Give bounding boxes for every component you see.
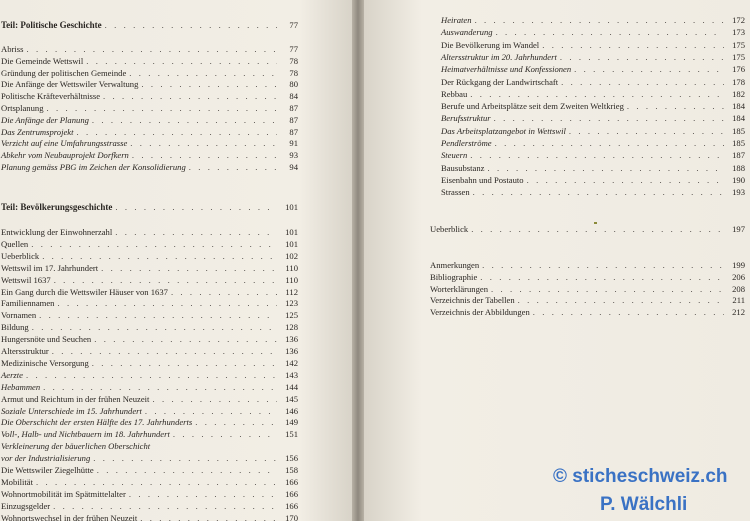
toc-entry-title: Heimatverhältnisse und Konfessionen <box>441 64 572 75</box>
dot-leader <box>42 250 277 262</box>
toc-entry-page: 176 <box>732 64 745 75</box>
toc-entry <box>1 137 298 149</box>
toc-entry <box>441 26 745 38</box>
toc-entry-title: Politische Kräfteverhältnisse <box>1 91 101 102</box>
toc-entry-title: Das Zentrumsprojekt <box>1 126 74 137</box>
toc-entry-title: Verzeichnis der Tabellen <box>430 295 515 306</box>
dot-leader <box>542 39 724 51</box>
toc-entry-title: Wohnortmobilität im Spätmittelalter <box>1 488 126 499</box>
dot-leader <box>94 333 277 345</box>
toc-entry <box>1 333 298 345</box>
toc-entry-title: Wohnortswechsel in der frühen Neuzeit <box>1 512 138 521</box>
dot-leader <box>561 76 724 88</box>
toc-entry-page: 123 <box>285 298 298 309</box>
dot-leader <box>115 226 277 238</box>
toc-entry-title: Altersstruktur <box>1 346 49 356</box>
toc-entry-title: Die Anfänge der Planung <box>1 114 89 125</box>
toc-entry-title: Aerzte <box>1 369 23 380</box>
toc-entry-title: Pendlerströme <box>441 138 492 148</box>
toc-entry-page: 87 <box>289 114 298 125</box>
dot-leader <box>97 464 277 476</box>
toc-entry-title: Planung gemäss PBG im Zeichen der Konsolidierung <box>1 162 186 172</box>
toc-entry <box>1 321 298 333</box>
toc-entry-page: 101 <box>285 238 298 249</box>
toc-entry-title: Die Wettswiler Ziegelhütte <box>1 465 94 475</box>
toc-entry-page: 145 <box>285 393 298 404</box>
toc-entry <box>1 476 298 488</box>
toc-entry-page: 80 <box>289 79 298 90</box>
toc-entry <box>1 416 298 428</box>
toc-entry-page: 212 <box>732 307 745 318</box>
toc-entry-title: Berufe und Arbeitsplätze seit dem Zweiten Weltkrieg <box>441 101 624 112</box>
book-gutter <box>352 0 364 521</box>
toc-entry <box>441 162 745 174</box>
toc-entry-page: 110 <box>285 274 298 285</box>
dot-leader <box>171 286 277 298</box>
toc-appendix-entry <box>430 271 745 283</box>
dot-leader <box>487 162 724 174</box>
toc-entry-page: 193 <box>732 187 745 198</box>
toc-entry-title: Ueberblick <box>430 224 469 234</box>
toc-entry-page: 166 <box>285 476 298 487</box>
toc-entry-page: 142 <box>285 357 298 368</box>
toc-entry-page: 185 <box>732 138 745 148</box>
toc-entry <box>441 76 745 88</box>
toc-entry-title: Eisenbahn und Postauto <box>441 174 524 185</box>
dot-leader <box>189 161 277 173</box>
section-heading <box>1 201 298 213</box>
toc-entry <box>441 112 745 124</box>
toc-entry-title: Bildung <box>1 322 29 333</box>
dot-leader <box>105 19 277 31</box>
toc-entry-page: 166 <box>285 488 298 499</box>
toc-entry <box>1 149 298 161</box>
toc-entry-title: Hebammen <box>1 381 41 392</box>
toc-entry <box>1 488 298 500</box>
dot-leader <box>518 294 724 306</box>
toc-entry <box>441 63 745 75</box>
toc-entry <box>1 114 298 126</box>
dot-leader <box>77 126 278 138</box>
toc-entry-title: Strassen <box>441 187 470 198</box>
toc-entry-page: 175 <box>732 51 745 62</box>
toc-entry <box>1 440 298 452</box>
dot-leader <box>32 321 277 333</box>
toc-entry-title: Worterklärungen <box>430 283 489 294</box>
toc-entry-title: Bibliographie <box>430 271 478 282</box>
toc-entry-page: 188 <box>732 162 745 173</box>
dot-leader <box>491 283 724 295</box>
dot-leader <box>53 500 277 512</box>
toc-entry-page: 187 <box>732 150 745 161</box>
watermark-copyright: © sticheschweiz.ch <box>553 466 728 487</box>
left-page <box>0 0 352 521</box>
toc-entry <box>1 309 298 321</box>
dot-leader <box>86 55 277 67</box>
toc-entry-page: 125 <box>285 310 298 321</box>
section-heading-title: Teil: Bevölkerungsgeschichte <box>1 202 113 212</box>
dot-leader <box>36 476 277 488</box>
toc-entry <box>1 274 298 286</box>
toc-entry-title: Hungersnöte und Seuchen <box>1 334 92 345</box>
toc-entry <box>1 226 298 238</box>
toc-entry-page: 175 <box>732 39 745 50</box>
toc-entry <box>1 357 298 369</box>
toc-entry <box>1 67 298 79</box>
dot-leader <box>115 201 277 213</box>
toc-entry-page: 144 <box>285 381 298 392</box>
toc-entry <box>1 161 298 173</box>
toc-entry-title: Einzugsgelder <box>1 500 51 511</box>
toc-entry-page: 184 <box>732 113 745 124</box>
toc-entry-title: Bausubstanz <box>441 162 485 173</box>
toc-entry-page: 136 <box>285 334 298 345</box>
dot-leader <box>92 357 277 369</box>
dot-leader <box>57 297 277 309</box>
dot-leader <box>470 149 724 161</box>
dot-leader <box>494 112 724 124</box>
dot-leader <box>93 452 277 464</box>
toc-entry <box>1 345 298 357</box>
toc-entry-page: 93 <box>289 150 298 161</box>
toc-entry <box>441 51 745 63</box>
toc-entry <box>441 125 745 137</box>
toc-entry-title: Medizinische Versorgung <box>1 357 89 368</box>
toc-entry-title: Abriss <box>1 44 24 54</box>
section-heading-title: Teil: Politische Geschichte <box>1 20 102 30</box>
toc-entry-title: Der Rückgang der Landwirtschaft <box>441 76 559 87</box>
toc-entry <box>1 452 298 464</box>
toc-entry-title: Soziale Unterschiede im 15. Jahrhundert <box>1 405 142 416</box>
toc-appendix-entry <box>430 283 745 295</box>
toc-entry-page: 166 <box>285 500 298 511</box>
section-heading-page: 77 <box>289 20 298 30</box>
dot-leader <box>574 63 724 75</box>
dot-leader <box>54 274 277 286</box>
toc-entry-page: 197 <box>732 224 745 234</box>
toc-entry <box>1 297 298 309</box>
toc-entry <box>1 512 298 521</box>
ink-speck <box>594 222 597 224</box>
toc-entry-page: 211 <box>732 295 745 306</box>
toc-entry-page: 146 <box>285 405 298 416</box>
dot-leader <box>560 51 724 63</box>
toc-entry-page: 87 <box>289 126 298 137</box>
toc-entry-title: Rebbau <box>441 88 468 99</box>
dot-leader <box>195 416 277 428</box>
toc-entry <box>1 500 298 512</box>
toc-entry <box>1 262 298 274</box>
toc-entry-title: Ein Gang durch die Wettswiler Häuser von 1637 <box>1 286 168 297</box>
toc-entry-title: Ortsplanung <box>1 103 44 113</box>
toc-entry-title: Verzeichnis der Abbildungen <box>430 307 530 318</box>
toc-entry-title: Vornamen <box>1 310 37 321</box>
toc-entry-title: Mobilität <box>1 476 33 487</box>
toc-entry-page: 156 <box>285 453 298 464</box>
watermark-author: P. Wälchli <box>600 494 688 515</box>
toc-entry-title: Berufsstruktur <box>441 113 491 124</box>
toc-entry-title: Die Gemeinde Wettswil <box>1 55 84 66</box>
dot-leader <box>569 125 724 137</box>
toc-entry-page: 87 <box>289 103 298 113</box>
toc-entry-title: Voll-, Halb- und Nichtbauern im 18. Jahrhundert <box>1 429 170 440</box>
toc-entry <box>441 39 745 51</box>
toc-entry <box>1 250 298 262</box>
toc-entry <box>1 43 298 55</box>
toc-entry <box>1 55 298 67</box>
dot-leader <box>495 137 724 149</box>
toc-entry-title: Armut und Reichtum in der frühen Neuzeit <box>1 393 150 404</box>
toc-entry-page: 94 <box>289 162 298 172</box>
toc-entry-page: 78 <box>289 67 298 78</box>
dot-leader <box>473 186 724 198</box>
toc-entry-page: 206 <box>732 271 745 282</box>
toc-entry <box>441 100 745 112</box>
toc-entry-page: 102 <box>285 250 298 261</box>
toc-entry <box>441 149 745 161</box>
toc-entry <box>1 405 298 417</box>
dot-leader <box>26 369 277 381</box>
dot-leader <box>47 102 278 114</box>
toc-entry-title: Anmerkungen <box>430 260 480 270</box>
toc-entry-page: 151 <box>285 429 298 440</box>
toc-entry-page: 136 <box>285 346 298 356</box>
toc-entry-title: Ueberblick <box>1 250 40 261</box>
toc-entry-title: Heiraten <box>441 15 472 25</box>
dot-leader <box>145 405 277 417</box>
toc-entry-page: 172 <box>732 15 745 25</box>
toc-entry-page: 182 <box>732 88 745 99</box>
dot-leader <box>103 90 277 102</box>
dot-leader <box>482 259 724 271</box>
toc-entry-title: Quellen <box>1 238 29 249</box>
toc-entry-page: 185 <box>732 125 745 136</box>
toc-entry-title: Gründung der politischen Gemeinde <box>1 67 127 78</box>
dot-leader <box>140 512 277 521</box>
toc-entry <box>441 186 745 198</box>
dot-leader <box>475 14 724 26</box>
dot-leader <box>470 88 724 100</box>
dot-leader <box>152 393 277 405</box>
toc-entry-page: 91 <box>289 138 298 149</box>
toc-entry-page: 158 <box>285 465 298 475</box>
toc-entry <box>1 286 298 298</box>
toc-entry <box>441 137 745 149</box>
section-heading-page: 101 <box>285 202 298 212</box>
toc-overview <box>430 223 745 235</box>
toc-entry-title: Wettswil 1637 <box>1 274 51 285</box>
dot-leader <box>101 262 277 274</box>
dot-leader <box>26 43 277 55</box>
toc-entry-page: 190 <box>732 174 745 185</box>
toc-entry-page: 208 <box>732 283 745 294</box>
dot-leader <box>141 78 277 90</box>
toc-appendix-entry <box>430 294 745 306</box>
toc-entry-title: Steuern <box>441 150 468 161</box>
dot-leader <box>533 306 724 318</box>
dot-leader <box>471 223 724 235</box>
toc-appendix-entry <box>430 306 745 318</box>
toc-entry-title: Entwicklung der Einwohnerzahl <box>1 227 113 237</box>
toc-entry-page: 78 <box>289 55 298 66</box>
dot-leader <box>43 381 277 393</box>
toc-entry-title: Die Oberschicht der ersten Hälfte des 17. Jahrhunderts <box>1 417 193 428</box>
toc-entry-title: vor der Industrialisierung <box>1 453 91 464</box>
dot-leader <box>132 149 277 161</box>
toc-entry <box>1 238 298 250</box>
toc-entry-page: 110 <box>285 262 298 273</box>
toc-entry <box>1 464 298 476</box>
toc-entry-page: 178 <box>732 76 745 87</box>
dot-leader <box>627 100 724 112</box>
dot-leader <box>173 428 277 440</box>
toc-entry-title: Verzicht auf eine Umfahrungsstrasse <box>1 138 128 149</box>
dot-leader <box>130 137 277 149</box>
toc-entry-title: Altersstruktur im 20. Jahrhundert <box>441 51 557 62</box>
dot-leader <box>480 271 724 283</box>
toc-entry-page: 84 <box>289 91 298 102</box>
toc-entry-page: 128 <box>285 322 298 333</box>
toc-entry <box>1 90 298 102</box>
toc-entry-page: 143 <box>285 369 298 380</box>
toc-entry <box>1 393 298 405</box>
dot-leader <box>52 345 277 357</box>
dot-leader <box>129 488 277 500</box>
dot-leader <box>92 114 277 126</box>
toc-entry-page: 173 <box>732 27 745 38</box>
toc-entry-title: Die Anfänge der Wettswiler Verwaltung <box>1 79 139 90</box>
right-page <box>364 0 750 521</box>
toc-entry <box>1 102 298 114</box>
dot-leader <box>129 67 277 79</box>
toc-entry-title: Familiennamen <box>1 298 55 309</box>
toc-appendix-entry <box>430 259 745 271</box>
toc-entry-title: Verkleinerung der bäuerlichen Oberschicht <box>1 441 151 452</box>
toc-entry <box>441 14 745 26</box>
toc-entry-title: Das Arbeitsplatzangebot in Wettswil <box>441 125 566 136</box>
toc-entry-page: 77 <box>289 44 298 54</box>
toc-entry-page: 149 <box>285 417 298 428</box>
toc-entry <box>441 174 745 186</box>
toc-entry <box>1 381 298 393</box>
toc-entry <box>1 78 298 90</box>
toc-entry-page: 170 <box>285 512 298 521</box>
toc-entry <box>1 126 298 138</box>
toc-entry-title: Die Bevölkerung im Wandel <box>441 39 540 50</box>
dot-leader <box>31 238 277 250</box>
toc-entry-title: Wettswil im 17. Jahrhundert <box>1 262 99 273</box>
section-heading <box>1 19 298 31</box>
dot-leader <box>39 309 277 321</box>
dot-leader <box>496 26 724 38</box>
toc-entry-page: 199 <box>732 260 745 270</box>
toc-entry <box>441 88 745 100</box>
dot-leader <box>527 174 724 186</box>
toc-entry-page: 112 <box>285 286 298 297</box>
toc-entry-page: 184 <box>732 101 745 112</box>
toc-entry <box>1 369 298 381</box>
toc-entry-title: Abkehr vom Neubauprojekt Dorfkern <box>1 150 129 161</box>
toc-entry-page: 101 <box>285 227 298 237</box>
toc-entry-title: Auswanderung <box>441 27 493 38</box>
toc-entry <box>1 428 298 440</box>
